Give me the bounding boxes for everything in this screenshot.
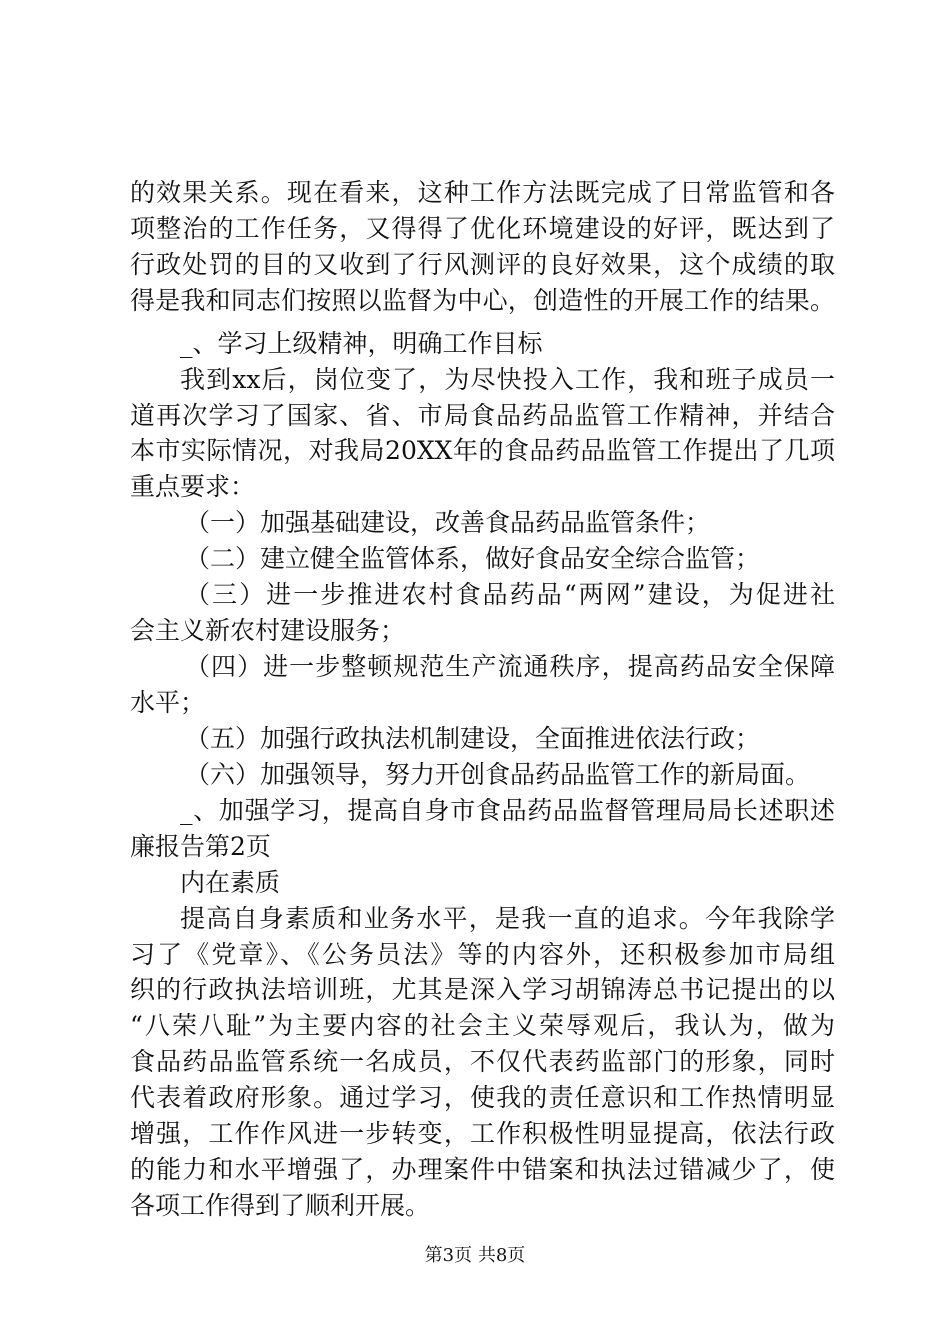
- list-item: （一）加强基础建设，改善食品药品监管条件；: [185, 508, 711, 537]
- list-item-continuation: 会主义新农村建设服务；: [130, 616, 406, 645]
- section-heading: _、加强学习，提高自身市食品药品监督管理局局长述职述: [180, 796, 835, 825]
- body-line: 道再次学习了国家、省、市局食品药品监管工作精神，并结合: [130, 401, 835, 430]
- body-line: 项整治的工作任务，又得得了优化环境建设的好评，既达到了: [130, 214, 835, 243]
- paragraph-first-line: 提高自身素质和业务水平，是我一直的追求。今年我除学: [180, 904, 835, 933]
- body-line: 行政处罚的目的又收到了行风测评的良好效果，这个成绩的取: [130, 250, 835, 279]
- list-item: （五）加强行政执法机制建设，全面推进依法行政；: [185, 724, 761, 753]
- body-line: 本市实际情况，对我局20XX年的食品药品监管工作提出了几项: [130, 436, 835, 465]
- body-line: 重点要求：: [130, 472, 256, 501]
- body-line: 的效果关系。现在看来，这种工作方法既完成了日常监管和各: [130, 178, 835, 207]
- paragraph-first-line: 我到xx后，岗位变了，为尽快投入工作，我和班子成员一: [180, 365, 835, 394]
- body-line: 食品药品监管系统一名成员，不仅代表药监部门的形象，同时: [130, 1047, 835, 1076]
- page-footer: 第3页 共8页: [424, 1245, 526, 1266]
- list-item: （二）建立健全监管体系，做好食品安全综合监管；: [185, 544, 761, 573]
- list-item: （六）加强领导，努力开创食品药品监管工作的新局面。: [185, 760, 811, 789]
- body-line: 习了《党章》、《公务员法》等的内容外，还积极参加市局组: [130, 940, 835, 969]
- body-line: 的能力和水平增强了，办理案件中错案和执法过错减少了，使: [130, 1155, 835, 1184]
- section-heading-continuation: 内在素质: [180, 868, 281, 897]
- body-line: 代表着政府形象。通过学习，使我的责任意识和工作热情明显: [130, 1083, 835, 1112]
- list-item: （四）进一步整顿规范生产流通秩序，提高药品安全保障: [185, 652, 835, 681]
- body-line: “八荣八耻”为主要内容的社会主义荣辱观后，我认为，做为: [130, 1011, 835, 1040]
- body-line: 织的行政执法培训班，尤其是深入学习胡锦涛总书记提出的以: [130, 975, 835, 1004]
- body-line: 各项工作得到了顺利开展。: [130, 1191, 431, 1220]
- body-line: 增强，工作作风进一步转变，工作积极性明显提高，依法行政: [130, 1119, 835, 1148]
- section-heading-continuation: 廉报告第2页: [130, 832, 271, 861]
- section-heading: _、学习上级精神，明确工作目标: [180, 329, 543, 358]
- body-line: 得是我和同志们按照以监督为中心，创造性的开展工作的结果。: [130, 286, 835, 315]
- list-item: （三）进一步推进农村食品药品“两网”建设，为促进社: [185, 580, 835, 609]
- list-item-continuation: 水平；: [130, 688, 206, 717]
